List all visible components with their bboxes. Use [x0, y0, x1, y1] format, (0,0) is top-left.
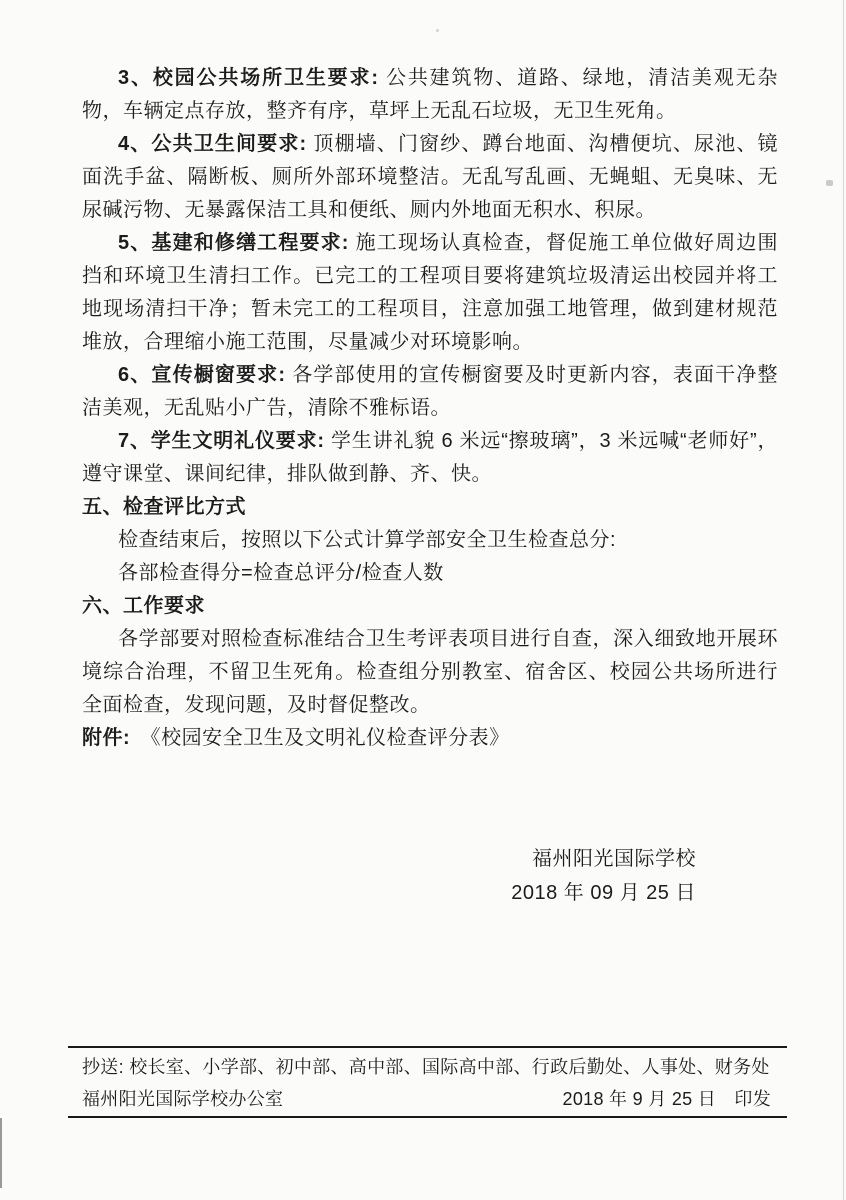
requirement-label: 5、基建和修缮工程要求: [118, 232, 349, 254]
scan-edge-shadow-left [0, 1118, 2, 1188]
requirement-item-5 [82, 227, 778, 359]
cc-line [82, 1053, 787, 1079]
cc-label: 抄送: [82, 1057, 124, 1078]
requirement-label: 3、校园公共场所卫生要求: [118, 67, 379, 89]
inspection-method-text: 检查结束后，按照以下公式计算学部安全卫生检查总分: [118, 529, 617, 551]
requirement-label: 6、宣传橱窗要求: [118, 364, 286, 386]
requirement-text: 各学部使用的宣传橱窗要及时更新内容，表面干净整洁美观，无乱贴小广告，清除不雅标语。 [82, 364, 778, 419]
signature-org: 福州阳光国际学校 [532, 848, 696, 870]
scan-speck [436, 29, 439, 32]
requirement-label: 4、公共卫生间要求: [118, 133, 307, 155]
scan-edge-shadow-right [843, 0, 844, 1200]
print-date: 2018 年 9 月 25 日 印发 [562, 1088, 771, 1109]
requirement-text: 顶棚墙、门窗纱、蹲台地面、沟槽便坑、尿池、镜面洗手盆、隔断板、厕所外部环境整洁。无乱写乱画、无蝇蛆、无臭味、无尿碱污物、无暴露保洁工具和便纸、厕内外地面无积水、积尿。 [82, 133, 778, 221]
signature-block [82, 842, 778, 910]
score-formula: 各部检查得分=检查总评分/检查人数 [118, 562, 444, 584]
document-body [82, 62, 778, 910]
footer-block [68, 1046, 787, 1118]
requirement-text: 学生讲礼貌 6 米远“擦玻璃”，3 米远喊“老师好”，遵守课堂、课间纪律，排队做到静、齐、快。 [82, 430, 778, 485]
cc-list: 校长室、小学部、初中部、高中部、国际高中部、行政后勤处、人事处、财务处 [123, 1057, 770, 1078]
issuer-row [82, 1085, 787, 1111]
attachment-label: 附件: [82, 727, 131, 749]
signature-date: 2018 年 09 月 25 日 [511, 882, 696, 904]
section-heading-5: 五、检查评比方式 [82, 496, 246, 518]
requirement-text: 公共建筑物、道路、绿地，清洁美观无杂物，车辆定点存放，整齐有序，草坪上无乱石垃圾，无卫生死角。 [82, 67, 778, 122]
requirement-item-3 [82, 62, 778, 128]
attachment-title: 《校园安全卫生及文明礼仪检查评分表》 [130, 727, 510, 749]
scan-speck [826, 180, 833, 186]
work-requirement-text: 各学部要对照检查标准结合卫生考评表项目进行自查，深入细致地开展环境综合治理，不留卫生死角。检查组分别教室、宿舍区、校园公共场所进行全面检查，发现问题，及时督促整改。 [82, 628, 778, 716]
issuing-office: 福州阳光国际学校办公室 [82, 1088, 284, 1109]
section-heading-6: 六、工作要求 [82, 595, 205, 617]
requirement-item-4 [82, 128, 778, 227]
attachment-line [82, 722, 778, 755]
requirement-item-6 [82, 359, 778, 425]
requirement-text: 施工现场认真检查，督促施工单位做好周边围挡和环境卫生清扫工作。已完工的工程项目要将建筑垃圾清运出校园并将工地现场清扫干净；暂未完工的工程项目，注意加强工地管理，做到建材规范堆放，合理缩小施工范围，尽量减少对环境影响。 [82, 232, 778, 353]
requirement-item-7 [82, 425, 778, 491]
requirement-label: 7、学生文明礼仪要求: [118, 430, 325, 452]
